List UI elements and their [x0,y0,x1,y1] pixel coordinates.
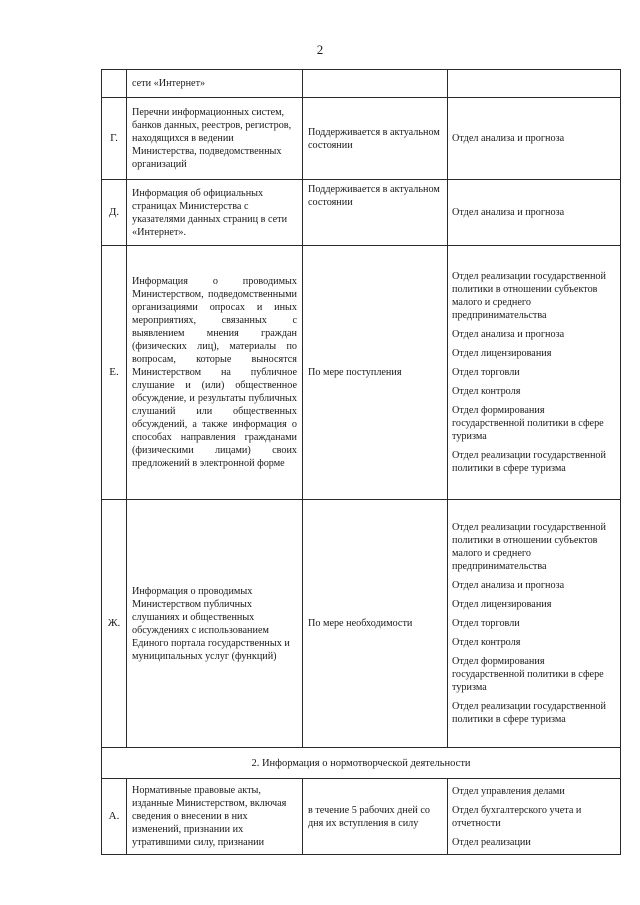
row-info-name [127,779,303,855]
row-info-name-text: сети «Интернет» [132,78,206,89]
table-row [102,779,621,855]
row-period-text: Поддерживается в актуальном состоянии [308,184,440,208]
row-info-name [127,246,303,500]
row-info-name-text: Информация о проводимых Министерством, подведомственными организациями опросах и иных мероприятиях, связанных с выявлением мнения граждан (физических лиц), материалы по вопросам, которые выносятся Министерством на публичное слушание и (или) общественное обсуждение, и результаты публичных слушаний или общественных обсуждений, а также информация о способах направления гражданами (физическими лицами) своих предложений в электронной форме [132,276,297,469]
row-letter: Д. [102,180,127,246]
department-item: Отдел реализации [452,836,531,848]
department-item: Отдел бухгалтерского учета и отчетности [452,804,582,829]
department-item: Отдел лицензирования [452,599,552,610]
row-letter: А. [102,779,127,855]
department-item: Отдел анализа и прогноза [452,329,565,340]
department-item: Отдел анализа и прогноза [452,580,565,591]
row-departments [448,180,621,246]
info-table [101,69,621,855]
section-header-row [102,748,621,779]
row-period-text: По мере поступления [308,367,402,378]
department-item: Отдел формирования государственной политики в сфере туризма [452,656,604,693]
row-letter: Ж. [102,500,127,748]
row-info-name [127,70,303,98]
row-letter: Е. [102,246,127,500]
row-period [303,180,448,246]
row-letter [102,70,127,98]
table-row [102,98,621,180]
row-period [303,70,448,98]
row-departments [448,246,621,500]
table-row [102,246,621,500]
row-period [303,98,448,180]
row-period-text: Поддерживается в актуальном состоянии [308,126,440,151]
department-item: Отдел контроля [452,637,521,648]
department-item: Отдел реализации государственной политики в отношении субъектов малого и среднего предпринимательства [452,271,606,321]
row-period [303,500,448,748]
row-departments [448,70,621,98]
row-departments [448,500,621,748]
row-info-name-text: Перечни информационных систем, банков данных, реестров, регистров, находящихся в ведении Министерства, подведомственных организаций [132,107,292,170]
row-period-text: По мере необходимости [308,618,413,629]
department-item: Отдел лицензирования [452,348,552,359]
department-item: Отдел реализации государственной политики в сфере туризма [452,450,606,474]
row-info-name [127,98,303,180]
page-number: 2 [316,42,324,57]
department-item: Отдел анализа и прогноза [452,207,565,218]
row-info-name [127,180,303,246]
department-item: Отдел реализации государственной политики в сфере туризма [452,701,606,725]
row-info-name [127,500,303,748]
table-row [102,500,621,748]
row-info-name-text: Информация об официальных страницах Министерства с указателями данных страниц в сети «Интернет». [132,187,288,238]
department-item: Отдел торговли [452,367,520,378]
row-period [303,779,448,855]
row-letter: Г. [102,98,127,180]
table-row [102,70,621,98]
row-departments [448,98,621,180]
row-info-name-text: Информация о проводимых Министерством публичных слушаниях и общественных обсуждениях с использованием Единого портала государственных и муниципальных услуг (функций) [132,585,290,662]
row-period-text [303,81,447,87]
section-title: 2. Информация о нормотворческой деятельности [102,748,621,779]
row-info-name-text: Нормативные правовые акты, изданные Министерством, включая сведения о внесении в них изменений, признании их утратившими силу, признании [132,785,287,848]
row-departments [448,779,621,855]
row-period [303,246,448,500]
department-item: Отдел торговли [452,618,520,629]
table-row [102,180,621,246]
row-period-text: в течение 5 рабочих дней со дня их вступления в силу [308,804,430,829]
department-item: Отдел реализации государственной политики в отношении субъектов малого и среднего предпринимательства [452,522,606,572]
department-item: Отдел анализа и прогноза [452,133,565,144]
department-item: Отдел контроля [452,386,521,397]
department-item: Отдел формирования государственной политики в сфере туризма [452,405,604,442]
department-item: Отдел управления делами [452,785,565,797]
